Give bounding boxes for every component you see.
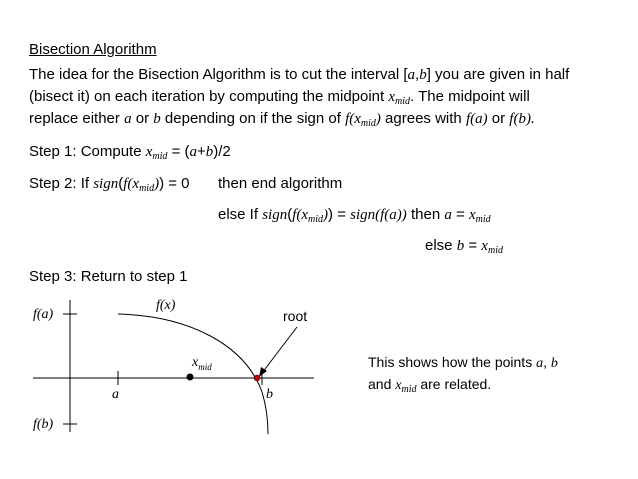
b-label: b: [266, 387, 273, 402]
step-2-then: then end algorithm: [218, 175, 343, 192]
xmid-label: $x_{mid}$: [192, 355, 212, 372]
intro-line-2: (bisect it) on each iteration by computing the midpoint $x_{mid}$. The midpoint will: [29, 88, 530, 107]
intro-line-1: The idea for the Bisection Algorithm is to cut the interval [a,b] you are given in half: [29, 66, 570, 83]
root-point: [254, 375, 260, 381]
intro-line-3: replace either a or b depending on if the sign of $f(x_{mid})$ agrees with f(a) or f(b).: [29, 110, 535, 129]
caption-line-2: and $x_{mid}$ are related.: [368, 376, 492, 395]
fb-label: f(b): [33, 417, 54, 432]
step-2-else-if: else If $sign(f(x_{mid}))$ = sign(f(a)) then $a = x_{mid}$: [218, 206, 491, 225]
step-1: Step 1: Compute $x_{mid} = (a+b)/2$: [29, 143, 231, 162]
step-3: Step 3: Return to step 1: [29, 268, 188, 285]
page-title: Bisection Algorithm: [29, 41, 157, 58]
a-label: a: [112, 387, 119, 402]
step-2-else: else $b = x_{mid}$: [425, 237, 503, 256]
caption-line-1: This shows how the points a, b: [368, 354, 558, 371]
fx-curve: [118, 314, 268, 434]
root-arrow: [262, 327, 297, 373]
fa-label: f(a): [33, 307, 54, 322]
step-2: Step 2: If $sign(f(x_{mid})) = 0$: [29, 175, 190, 194]
root-label: root: [283, 308, 308, 324]
fx-label: f(x): [156, 298, 176, 313]
xmid-point: [187, 374, 194, 381]
